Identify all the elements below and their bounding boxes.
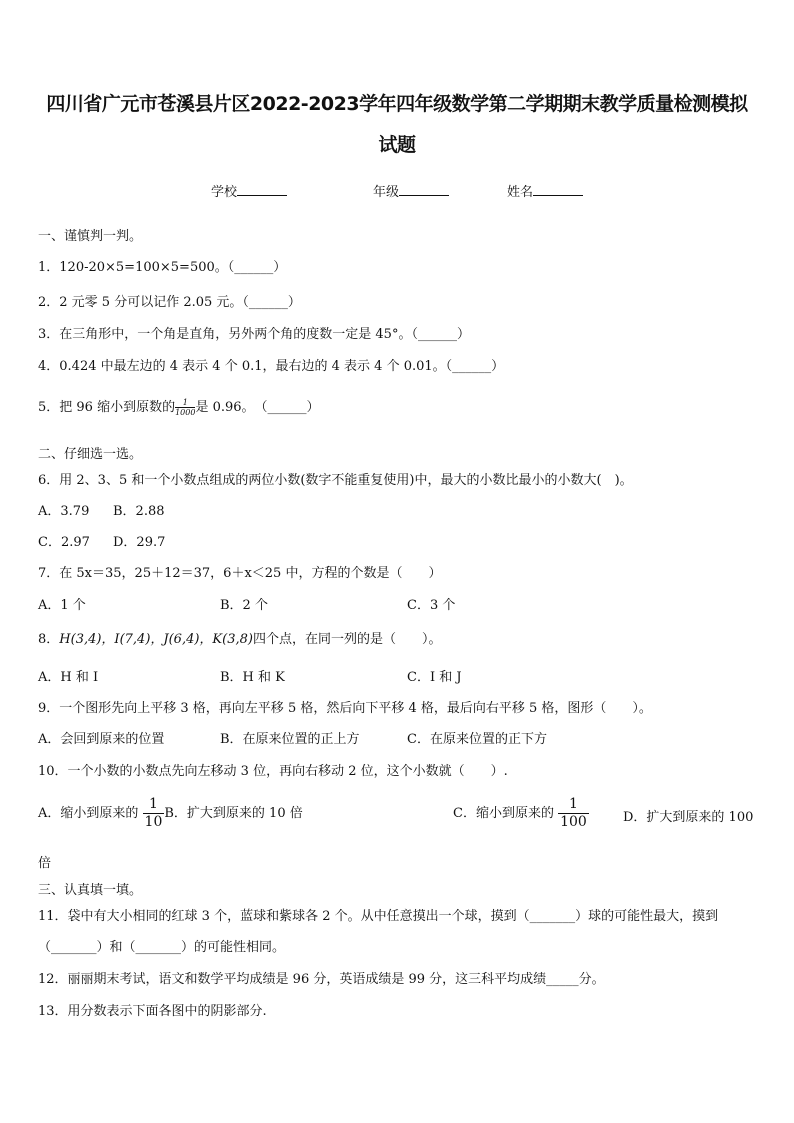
section-heading-choose: 二、仔细选一选。 (38, 447, 143, 462)
question-11: 11．袋中有大小相同的红球 3 个，蓝球和紫球各 2 个。从中任意摸出一个球，摸到（_______）球的可能性最大，摸到 (38, 909, 719, 924)
fraction-1-1000: $\frac{1}{1000}$ (175, 398, 196, 417)
option-6b: B．2.88 (113, 504, 165, 519)
page-title: 四川省广元市苍溪县片区2022-2023学年四年级数学第二学期期末教学质量检测模拟 (46, 93, 748, 115)
question-5 (38, 396, 320, 417)
option-6a: A．3.79 (38, 504, 90, 519)
question-13: 13．用分数表示下面各图中的阴影部分. (38, 1004, 267, 1019)
question-3: 3．在三角形中，一个角是直角，另外两个角的度数一定是 45°。（______） (38, 327, 470, 342)
option-8c: C．I 和 J (407, 670, 462, 685)
question-9: 9．一个图形先向上平移 3 格，再向左平移 5 格，然后向下平移 4 格，最后向右平移 5 格，图形（ ）。 (38, 701, 652, 716)
option-8a: A．H 和 I (38, 670, 99, 685)
question-12: 12．丽丽期末考试，语文和数学平均成绩是 96 分，英语成绩是 99 分，这三科平均成绩_____分。 (38, 972, 605, 987)
option-10c: C．缩小到原来的 $\frac{1}{100}$ (453, 796, 587, 830)
question-5-text: 5．把 96 缩小到原数的 (38, 400, 176, 415)
question-8: 8．H(3,4)，I(7,4)，J(6,4)，K(3,8)四个点，在同一列的是（ ）。 (38, 632, 442, 647)
option-7b: B．2 个 (220, 598, 268, 613)
option-9a: A．会回到原来的位置 (38, 732, 165, 747)
school-label: 学校 (211, 185, 238, 200)
question-6: 6．用 2、3、5 和一个小数点组成的两位小数(数字不能重复使用)中，最大的小数比最小的小数大( )。 (38, 473, 633, 488)
question-7: 7．在 5x＝35，25＋12＝37，6＋x＜25 中，方程的个数是（ ） (38, 566, 442, 581)
question-1: 1．120-20×5=100×5=500。（______） (38, 260, 287, 275)
grade-field[interactable] (373, 181, 449, 200)
option-8b: B．H 和 K (220, 670, 285, 685)
option-7a: A．1 个 (38, 598, 86, 613)
school-field[interactable] (211, 181, 287, 200)
option-10b: B．扩大到原来的 10 倍 (164, 806, 303, 821)
section-heading-judge: 一、谨慎判一判。 (38, 229, 143, 244)
question-4: 4．0.424 中最左边的 4 表示 4 个 0.1，最右边的 4 表示 4 个 0.01。（______） (38, 359, 505, 374)
grade-label: 年级 (373, 185, 400, 200)
question-2: 2．2 元零 5 分可以记作 2.05 元。（______） (38, 295, 301, 310)
option-9c: C．在原来位置的正下方 (407, 732, 547, 747)
name-label: 姓名 (507, 185, 534, 200)
option-6d: D．29.7 (113, 535, 166, 550)
question-10: 10．一个小数的小数点先向左移动 3 位，再向右移动 2 位，这个小数就（ ）. (38, 764, 508, 779)
section-heading-fill: 三、认真填一填。 (38, 883, 143, 898)
option-9b: B．在原来位置的正上方 (220, 732, 360, 747)
option-6c: C．2.97 (38, 535, 90, 550)
question-11-line2: （_______）和（_______）的可能性相同。 (38, 940, 286, 955)
fraction-1-10: $\frac{1}{10}$ (144, 796, 163, 830)
name-field[interactable] (507, 181, 583, 200)
option-10a: A．缩小到原来的 $\frac{1}{10}$ B．扩大到原来的 10 倍 (38, 796, 303, 830)
option-7c: C．3 个 (407, 598, 456, 613)
page-title-line2: 试题 (378, 134, 416, 156)
fraction-1-100: $\frac{1}{100}$ (560, 796, 587, 830)
question-8-points: H(3,4)，I(7,4)，J(6,4)，K(3,8) (59, 632, 253, 647)
question-5-tail: 是 0.96。 （______） (195, 400, 320, 415)
option-10d-tail: 倍 (38, 856, 52, 871)
option-10d: D．扩大到原来的 100 (623, 810, 754, 825)
